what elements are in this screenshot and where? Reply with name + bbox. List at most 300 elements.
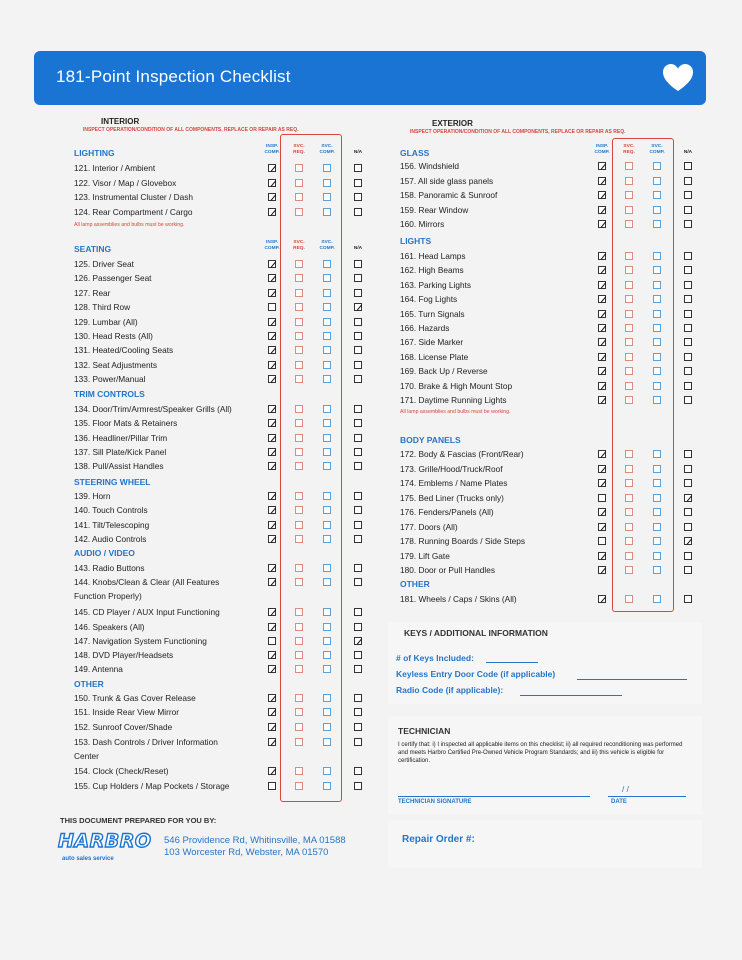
exterior-insp-checkbox[interactable]: [598, 206, 606, 214]
interior-insp-checkbox[interactable]: [268, 375, 276, 383]
interior-seating-item: 130. Head Rests (All): [74, 331, 153, 341]
exterior-svc-req-checkbox[interactable]: [625, 595, 633, 603]
interior-insp-checkbox[interactable]: [268, 535, 276, 543]
interior-insp-checkbox[interactable]: [268, 665, 276, 673]
keyless-code-field[interactable]: [577, 679, 687, 680]
exterior-svc-comp-checkbox[interactable]: [653, 523, 661, 531]
interior-na-checkbox[interactable]: [354, 578, 362, 586]
exterior-body-item: 173. Grille/Hood/Truck/Roof: [400, 464, 503, 474]
interior-svc-req-checkbox[interactable]: [295, 578, 303, 586]
interior-lighting-header-insp: INSP. COMP.: [264, 144, 280, 155]
interior-svc-req-checkbox[interactable]: [295, 506, 303, 514]
exterior-lights-item: 166. Hazards: [400, 323, 450, 333]
exterior-svc-req-checkbox[interactable]: [625, 220, 633, 228]
exterior-body-item: 180. Door or Pull Handles: [400, 565, 496, 575]
exterior-other-title: OTHER: [400, 579, 430, 589]
exterior-insp-checkbox[interactable]: [598, 382, 606, 390]
interior-na-checkbox[interactable]: [354, 492, 362, 500]
interior-insp-checkbox[interactable]: [268, 346, 276, 354]
interior-other-item: 155. Cup Holders / Map Pockets / Storage: [74, 781, 230, 791]
date-slashes: / /: [622, 784, 629, 794]
interior-audio-item: 147. Navigation System Functioning: [74, 636, 207, 646]
prepared-by: THIS DOCUMENT PREPARED FOR YOU BY:: [60, 816, 217, 825]
exterior-svc-req-checkbox[interactable]: [625, 494, 633, 502]
exterior-na-checkbox[interactable]: [684, 220, 692, 228]
interior-svc-req-checkbox[interactable]: [295, 738, 303, 746]
interior-svc-comp-checkbox[interactable]: [323, 274, 331, 282]
interior-na-checkbox[interactable]: [354, 289, 362, 297]
technician-signature-line[interactable]: [398, 796, 590, 797]
exterior-glass-header-insp: INSP. COMP.: [594, 144, 610, 155]
interior-seating-item: 132. Seat Adjustments: [74, 360, 158, 370]
interior-lighting-item: 121. Interior / Ambient: [74, 163, 156, 173]
date-line[interactable]: [608, 796, 686, 797]
interior-heading: INTERIOR: [101, 117, 140, 126]
interior-insp-checkbox[interactable]: [268, 564, 276, 572]
interior-svc-comp-checkbox[interactable]: [323, 535, 331, 543]
exterior-svc-req-checkbox[interactable]: [625, 206, 633, 214]
interior-insp-checkbox[interactable]: [268, 318, 276, 326]
exterior-glass-title: GLASS: [400, 148, 430, 158]
interior-insp-checkbox[interactable]: [268, 448, 276, 456]
interior-svc-comp-checkbox[interactable]: [323, 521, 331, 529]
interior-audio-item: 145. CD Player / AUX Input Functioning: [74, 607, 220, 617]
interior-svc-req-checkbox[interactable]: [295, 332, 303, 340]
exterior-insp-checkbox[interactable]: [598, 295, 606, 303]
exterior-na-checkbox[interactable]: [684, 367, 692, 375]
exterior-svc-comp-checkbox[interactable]: [653, 465, 661, 473]
interior-insp-checkbox[interactable]: [268, 578, 276, 586]
interior-svc-req-checkbox[interactable]: [295, 434, 303, 442]
keyless-code-label: Keyless Entry Door Code (if applicable): [396, 669, 556, 679]
interior-svc-req-checkbox[interactable]: [295, 289, 303, 297]
interior-insp-checkbox[interactable]: [268, 694, 276, 702]
exterior-svc-comp-checkbox[interactable]: [653, 508, 661, 516]
exterior-svc-comp-checkbox[interactable]: [653, 324, 661, 332]
interior-na-checkbox[interactable]: [354, 318, 362, 326]
interior-svc-req-checkbox[interactable]: [295, 193, 303, 201]
interior-svc-comp-checkbox[interactable]: [323, 492, 331, 500]
exterior-svc-req-checkbox[interactable]: [625, 252, 633, 260]
interior-insp-checkbox[interactable]: [268, 260, 276, 268]
exterior-na-checkbox[interactable]: [684, 465, 692, 473]
interior-na-checkbox[interactable]: [354, 767, 362, 775]
interior-svc-req-checkbox[interactable]: [295, 623, 303, 631]
exterior-na-checkbox[interactable]: [684, 281, 692, 289]
interior-svc-req-checkbox[interactable]: [295, 405, 303, 413]
exterior-insp-checkbox[interactable]: [598, 177, 606, 185]
exterior-svc-comp-checkbox[interactable]: [653, 266, 661, 274]
interior-svc-comp-checkbox[interactable]: [323, 332, 331, 340]
exterior-other-item: 181. Wheels / Caps / Skins (All): [400, 594, 517, 604]
interior-audio-item: 143. Radio Buttons: [74, 563, 145, 573]
interior-insp-checkbox[interactable]: [268, 738, 276, 746]
exterior-na-checkbox[interactable]: [684, 508, 692, 516]
interior-svc-req-checkbox[interactable]: [295, 179, 303, 187]
exterior-body-item: 176. Fenders/Panels (All): [400, 507, 494, 517]
exterior-svc-comp-checkbox[interactable]: [653, 494, 661, 502]
interior-na-checkbox[interactable]: [354, 260, 362, 268]
exterior-svc-comp-checkbox[interactable]: [653, 338, 661, 346]
exterior-glass-item: 156. Windshield: [400, 161, 460, 171]
exterior-na-checkbox[interactable]: [684, 353, 692, 361]
interior-lighting-note: All lamp assemblies and bulbs must be working.: [74, 222, 185, 228]
exterior-svc-comp-checkbox[interactable]: [653, 396, 661, 404]
exterior-lights-item: 165. Turn Signals: [400, 309, 465, 319]
exterior-svc-comp-checkbox[interactable]: [653, 552, 661, 560]
exterior-insp-checkbox[interactable]: [598, 162, 606, 170]
interior-seating-header-svc_comp: SVC. COMP.: [319, 240, 335, 251]
interior-svc-comp-checkbox[interactable]: [323, 346, 331, 354]
interior-svc-comp-checkbox[interactable]: [323, 361, 331, 369]
interior-na-checkbox[interactable]: [354, 448, 362, 456]
interior-insp-checkbox[interactable]: [268, 289, 276, 297]
interior-na-checkbox[interactable]: [354, 738, 362, 746]
interior-insp-checkbox[interactable]: [268, 332, 276, 340]
interior-svc-req-checkbox[interactable]: [295, 767, 303, 775]
interior-na-checkbox[interactable]: [354, 708, 362, 716]
interior-svc-req-checkbox[interactable]: [295, 303, 303, 311]
interior-svc-req-checkbox[interactable]: [295, 346, 303, 354]
exterior-svc-comp-checkbox[interactable]: [653, 353, 661, 361]
exterior-svc-req-checkbox[interactable]: [625, 310, 633, 318]
exterior-svc-req-checkbox[interactable]: [625, 324, 633, 332]
exterior-insp-checkbox[interactable]: [598, 552, 606, 560]
exterior-lights-note: All lamp assemblies and bulbs must be working.: [400, 409, 511, 415]
exterior-na-checkbox[interactable]: [684, 450, 692, 458]
exterior-svc-req-checkbox[interactable]: [625, 508, 633, 516]
exterior-lights-item: 170. Brake & High Mount Stop: [400, 381, 513, 391]
interior-na-checkbox[interactable]: [354, 535, 362, 543]
interior-insp-checkbox[interactable]: [268, 419, 276, 427]
interior-svc-req-checkbox[interactable]: [295, 260, 303, 268]
exterior-body-item: 175. Bed Liner (Trucks only): [400, 493, 504, 503]
address-webster: 103 Worcester Rd, Webster, MA 01570: [164, 847, 329, 858]
exterior-na-checkbox[interactable]: [684, 595, 692, 603]
exterior-lights-item: 164. Fog Lights: [400, 294, 458, 304]
interior-svc-req-checkbox[interactable]: [295, 462, 303, 470]
interior-svc-comp-checkbox[interactable]: [323, 462, 331, 470]
interior-svc-comp-checkbox[interactable]: [323, 260, 331, 268]
interior-svc-comp-checkbox[interactable]: [323, 651, 331, 659]
exterior-na-checkbox[interactable]: [684, 338, 692, 346]
interior-insp-checkbox[interactable]: [268, 274, 276, 282]
exterior-svc-comp-checkbox[interactable]: [653, 206, 661, 214]
exterior-heading: EXTERIOR: [432, 119, 473, 128]
interior-insp-checkbox[interactable]: [268, 434, 276, 442]
interior-na-checkbox[interactable]: [354, 179, 362, 187]
exterior-na-checkbox[interactable]: [684, 162, 692, 170]
interior-other-item: 152. Sunroof Cover/Shade: [74, 722, 173, 732]
exterior-svc-req-checkbox[interactable]: [625, 523, 633, 531]
interior-svc-comp-checkbox[interactable]: [323, 434, 331, 442]
technician-certification: I certify that: i) I inspected all applicable items on this checklist; ii) all required reconditioning was performed and meets Harbro Certified Pre-Owned Vehicle Program Standards; and iii) this vehicle is eligible for certification.: [398, 742, 683, 764]
exterior-na-checkbox[interactable]: [684, 295, 692, 303]
exterior-lights-item: 163. Parking Lights: [400, 280, 472, 290]
exterior-svc-comp-checkbox[interactable]: [653, 177, 661, 185]
exterior-body-item: 179. Lift Gate: [400, 551, 450, 561]
exterior-insp-checkbox[interactable]: [598, 566, 606, 574]
exterior-svc-comp-checkbox[interactable]: [653, 537, 661, 545]
interior-seating-item: 125. Driver Seat: [74, 259, 134, 269]
interior-na-checkbox[interactable]: [354, 506, 362, 514]
interior-na-checkbox[interactable]: [354, 782, 362, 790]
exterior-svc-comp-checkbox[interactable]: [653, 220, 661, 228]
interior-svc-comp-checkbox[interactable]: [323, 448, 331, 456]
exterior-insp-checkbox[interactable]: [598, 353, 606, 361]
interior-svc-req-checkbox[interactable]: [295, 665, 303, 673]
exterior-svc-req-checkbox[interactable]: [625, 537, 633, 545]
interior-other-item: 153. Dash Controls / Driver Information: [74, 737, 218, 747]
interior-na-checkbox[interactable]: [354, 346, 362, 354]
interior-na-checkbox[interactable]: [354, 419, 362, 427]
exterior-svc-comp-checkbox[interactable]: [653, 450, 661, 458]
interior-svc-comp-checkbox[interactable]: [323, 193, 331, 201]
exterior-svc-comp-checkbox[interactable]: [653, 367, 661, 375]
exterior-na-checkbox[interactable]: [684, 382, 692, 390]
exterior-svc-comp-checkbox[interactable]: [653, 281, 661, 289]
interior-svc-comp-checkbox[interactable]: [323, 738, 331, 746]
interior-insp-checkbox[interactable]: [268, 462, 276, 470]
exterior-na-checkbox[interactable]: [684, 396, 692, 404]
exterior-svc-req-checkbox[interactable]: [625, 450, 633, 458]
exterior-insp-checkbox[interactable]: [598, 220, 606, 228]
interior-svc-req-checkbox[interactable]: [295, 361, 303, 369]
interior-na-checkbox[interactable]: [354, 164, 362, 172]
interior-na-checkbox[interactable]: [354, 193, 362, 201]
interior-svc-req-checkbox[interactable]: [295, 651, 303, 659]
interior-svc-comp-checkbox[interactable]: [323, 694, 331, 702]
interior-svc-comp-checkbox[interactable]: [323, 164, 331, 172]
exterior-insp-checkbox[interactable]: [598, 338, 606, 346]
interior-insp-checkbox[interactable]: [268, 193, 276, 201]
exterior-lights-item: 161. Head Lamps: [400, 251, 466, 261]
interior-svc-comp-checkbox[interactable]: [323, 578, 331, 586]
exterior-svc-req-checkbox[interactable]: [625, 396, 633, 404]
interior-na-checkbox[interactable]: [354, 665, 362, 673]
interior-na-checkbox[interactable]: [354, 332, 362, 340]
interior-insp-checkbox[interactable]: [268, 506, 276, 514]
exterior-insp-checkbox[interactable]: [598, 367, 606, 375]
interior-insp-checkbox[interactable]: [268, 723, 276, 731]
exterior-subheading: INSPECT OPERATION/CONDITION OF ALL COMPONENTS, REPLACE OR REPAIR AS REQ.: [410, 129, 626, 135]
interior-insp-checkbox[interactable]: [268, 208, 276, 216]
interior-svc-comp-checkbox[interactable]: [323, 767, 331, 775]
exterior-insp-checkbox[interactable]: [598, 396, 606, 404]
interior-insp-checkbox[interactable]: [268, 492, 276, 500]
exterior-insp-checkbox[interactable]: [598, 310, 606, 318]
exterior-svc-comp-checkbox[interactable]: [653, 382, 661, 390]
interior-svc-comp-checkbox[interactable]: [323, 608, 331, 616]
exterior-svc-comp-checkbox[interactable]: [653, 162, 661, 170]
exterior-svc-comp-checkbox[interactable]: [653, 310, 661, 318]
interior-svc-req-checkbox[interactable]: [295, 208, 303, 216]
interior-svc-req-checkbox[interactable]: [295, 419, 303, 427]
exterior-svc-req-checkbox[interactable]: [625, 191, 633, 199]
interior-svc-comp-checkbox[interactable]: [323, 318, 331, 326]
interior-na-checkbox[interactable]: [354, 405, 362, 413]
exterior-na-checkbox[interactable]: [684, 177, 692, 185]
interior-na-checkbox[interactable]: [354, 608, 362, 616]
interior-insp-checkbox[interactable]: [268, 164, 276, 172]
interior-lighting-item: 124. Rear Compartment / Cargo: [74, 207, 193, 217]
exterior-na-checkbox[interactable]: [684, 479, 692, 487]
exterior-svc-req-checkbox[interactable]: [625, 295, 633, 303]
exterior-glass-header-svc_req: SVC. REQ.: [623, 144, 635, 155]
interior-svc-req-checkbox[interactable]: [295, 708, 303, 716]
interior-insp-checkbox[interactable]: [268, 521, 276, 529]
exterior-insp-checkbox[interactable]: [598, 191, 606, 199]
interior-svc-req-checkbox[interactable]: [295, 608, 303, 616]
interior-trim-item: 137. Sill Plate/Kick Panel: [74, 447, 167, 457]
interior-na-checkbox[interactable]: [354, 208, 362, 216]
harbro-tagline: auto sales service: [62, 856, 114, 862]
exterior-svc-req-checkbox[interactable]: [625, 281, 633, 289]
interior-svc-req-checkbox[interactable]: [295, 564, 303, 572]
interior-other-item: 154. Clock (Check/Reset): [74, 766, 169, 776]
exterior-svc-comp-checkbox[interactable]: [653, 566, 661, 574]
exterior-svc-req-checkbox[interactable]: [625, 382, 633, 390]
interior-insp-checkbox[interactable]: [268, 361, 276, 369]
interior-lighting-title: LIGHTING: [74, 148, 115, 158]
interior-svc-req-checkbox[interactable]: [295, 448, 303, 456]
exterior-na-checkbox[interactable]: [684, 324, 692, 332]
exterior-na-checkbox[interactable]: [684, 266, 692, 274]
exterior-svc-req-checkbox[interactable]: [625, 479, 633, 487]
interior-insp-checkbox[interactable]: [268, 782, 276, 790]
interior-na-checkbox[interactable]: [354, 434, 362, 442]
interior-svc-comp-checkbox[interactable]: [323, 782, 331, 790]
interior-svc-req-checkbox[interactable]: [295, 318, 303, 326]
exterior-insp-checkbox[interactable]: [598, 281, 606, 289]
interior-audio-item: 144. Knobs/Clean & Clear (All Features: [74, 577, 220, 587]
interior-svc-req-checkbox[interactable]: [295, 637, 303, 645]
interior-svc-comp-checkbox[interactable]: [323, 419, 331, 427]
exterior-svc-comp-checkbox[interactable]: [653, 252, 661, 260]
interior-na-checkbox[interactable]: [354, 274, 362, 282]
interior-svc-req-checkbox[interactable]: [295, 723, 303, 731]
interior-insp-checkbox[interactable]: [268, 637, 276, 645]
interior-steering-item: 142. Audio Controls: [74, 534, 147, 544]
interior-svc-comp-checkbox[interactable]: [323, 375, 331, 383]
exterior-svc-comp-checkbox[interactable]: [653, 295, 661, 303]
interior-svc-req-checkbox[interactable]: [295, 694, 303, 702]
interior-insp-checkbox[interactable]: [268, 303, 276, 311]
interior-svc-comp-checkbox[interactable]: [323, 303, 331, 311]
interior-svc-req-checkbox[interactable]: [295, 375, 303, 383]
interior-svc-comp-checkbox[interactable]: [323, 564, 331, 572]
interior-na-checkbox[interactable]: [354, 637, 362, 645]
exterior-svc-req-checkbox[interactable]: [625, 338, 633, 346]
exterior-body-item: 177. Doors (All): [400, 522, 458, 532]
exterior-svc-req-checkbox[interactable]: [625, 353, 633, 361]
interior-svc-comp-checkbox[interactable]: [323, 623, 331, 631]
exterior-insp-checkbox[interactable]: [598, 494, 606, 502]
interior-na-checkbox[interactable]: [354, 361, 362, 369]
exterior-insp-checkbox[interactable]: [598, 266, 606, 274]
interior-insp-checkbox[interactable]: [268, 651, 276, 659]
exterior-na-checkbox[interactable]: [684, 552, 692, 560]
interior-svc-req-checkbox[interactable]: [295, 535, 303, 543]
interior-svc-comp-checkbox[interactable]: [323, 506, 331, 514]
interior-svc-comp-checkbox[interactable]: [323, 708, 331, 716]
interior-na-checkbox[interactable]: [354, 651, 362, 659]
exterior-svc-req-checkbox[interactable]: [625, 552, 633, 560]
interior-svc-req-checkbox[interactable]: [295, 521, 303, 529]
num-keys-field[interactable]: [486, 662, 538, 663]
exterior-na-checkbox[interactable]: [684, 191, 692, 199]
interior-na-checkbox[interactable]: [354, 623, 362, 631]
interior-svc-comp-checkbox[interactable]: [323, 665, 331, 673]
exterior-svc-req-checkbox[interactable]: [625, 566, 633, 574]
interior-svc-comp-checkbox[interactable]: [323, 208, 331, 216]
interior-na-checkbox[interactable]: [354, 564, 362, 572]
exterior-insp-checkbox[interactable]: [598, 595, 606, 603]
interior-na-checkbox[interactable]: [354, 303, 362, 311]
exterior-svc-req-checkbox[interactable]: [625, 266, 633, 274]
page-title: 181-Point Inspection Checklist: [56, 67, 291, 86]
exterior-na-checkbox[interactable]: [684, 252, 692, 260]
exterior-na-checkbox[interactable]: [684, 566, 692, 574]
address-whitinsville: 546 Providence Rd, Whitinsville, MA 01588: [164, 835, 346, 846]
interior-svc-comp-checkbox[interactable]: [323, 723, 331, 731]
exterior-na-checkbox[interactable]: [684, 523, 692, 531]
exterior-svc-comp-checkbox[interactable]: [653, 595, 661, 603]
exterior-insp-checkbox[interactable]: [598, 252, 606, 260]
interior-svc-req-checkbox[interactable]: [295, 164, 303, 172]
exterior-insp-checkbox[interactable]: [598, 465, 606, 473]
interior-svc-req-checkbox[interactable]: [295, 274, 303, 282]
exterior-insp-checkbox[interactable]: [598, 508, 606, 516]
interior-insp-checkbox[interactable]: [268, 608, 276, 616]
exterior-na-checkbox[interactable]: [684, 494, 692, 502]
interior-na-checkbox[interactable]: [354, 521, 362, 529]
interior-svc-comp-checkbox[interactable]: [323, 637, 331, 645]
exterior-insp-checkbox[interactable]: [598, 537, 606, 545]
interior-na-checkbox[interactable]: [354, 694, 362, 702]
exterior-na-checkbox[interactable]: [684, 206, 692, 214]
interior-na-checkbox[interactable]: [354, 375, 362, 383]
interior-trim-item: 136. Headliner/Pillar Trim: [74, 433, 168, 443]
interior-insp-checkbox[interactable]: [268, 623, 276, 631]
interior-insp-checkbox[interactable]: [268, 405, 276, 413]
exterior-insp-checkbox[interactable]: [598, 523, 606, 531]
interior-insp-checkbox[interactable]: [268, 179, 276, 187]
interior-na-checkbox[interactable]: [354, 462, 362, 470]
exterior-insp-checkbox[interactable]: [598, 450, 606, 458]
exterior-svc-req-checkbox[interactable]: [625, 465, 633, 473]
radio-code-field[interactable]: [520, 695, 622, 696]
exterior-insp-checkbox[interactable]: [598, 479, 606, 487]
exterior-svc-req-checkbox[interactable]: [625, 177, 633, 185]
interior-svc-req-checkbox[interactable]: [295, 782, 303, 790]
exterior-na-checkbox[interactable]: [684, 310, 692, 318]
exterior-svc-comp-checkbox[interactable]: [653, 191, 661, 199]
interior-insp-checkbox[interactable]: [268, 708, 276, 716]
exterior-svc-comp-checkbox[interactable]: [653, 479, 661, 487]
heart-icon: [660, 60, 696, 96]
interior-svc-comp-checkbox[interactable]: [323, 289, 331, 297]
exterior-svc-req-checkbox[interactable]: [625, 367, 633, 375]
interior-na-checkbox[interactable]: [354, 723, 362, 731]
interior-svc-comp-checkbox[interactable]: [323, 179, 331, 187]
interior-svc-req-checkbox[interactable]: [295, 492, 303, 500]
exterior-na-checkbox[interactable]: [684, 537, 692, 545]
exterior-svc-req-checkbox[interactable]: [625, 162, 633, 170]
exterior-insp-checkbox[interactable]: [598, 324, 606, 332]
interior-svc-comp-checkbox[interactable]: [323, 405, 331, 413]
interior-insp-checkbox[interactable]: [268, 767, 276, 775]
